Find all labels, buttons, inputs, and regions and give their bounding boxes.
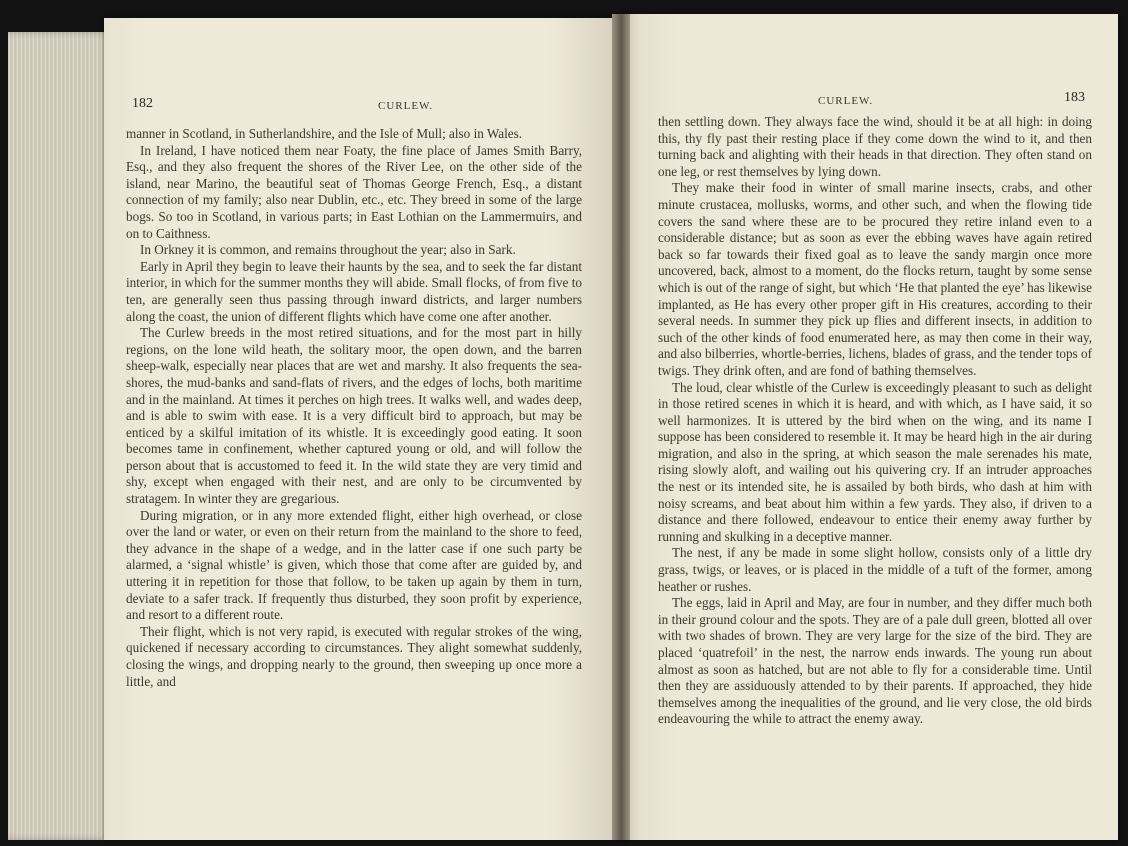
paragraph: In Ireland, I have noticed them near Foaty, the fine place of James Smith Barry, Esq., and they also frequent the shores of the River Lee, on the other side of the island, near Marino, the beautiful seat of Thomas George French, Esq., a distant connection of my family; also near Dublin, etc., etc. They breed in some of the large bogs. So too in Scotland, in various parts; in East Lothian on the Lammermuirs, and on to Caithness. [126,142,582,241]
right-running-head: CURLEW. [818,95,874,107]
paragraph: In Orkney it is common, and remains throughout the year; also in Sark. [140,242,516,258]
right-page-number: 183 [1064,90,1085,105]
paragraph: manner in Scotland, in Sutherlandshire, and the Isle of Mull; also in Wales. [126,126,523,141]
left-running-head: CURLEW. [378,100,434,112]
book-gutter [612,14,630,840]
paragraph: The Curlew breeds in the most retired situations, and for the most part in hilly regions, on the lone wild heath, the solitary moor, the open down, and the barren sheep-walk, especially near places that are wet and marshy. It also frequents the sea-shores, the mud-banks and sand-flats of rivers, and the edges of lochs, both maritime and in the mainland. At times it perches on high trees. It walks well, and wades deep, and is able to swim with ease. It is a very difficult bird to approach, but may be enticed by a skilful imitation of its whistle. It is exceedingly good eating. It soon becomes tame in confinement, whether captured young or old, and will follow the person about that is accustomed to feed it. In the wild state they are very timid and shy, except when engaged with their nest, and are only to be circumvented by stratagem. In winter they are gregarious. [126,325,582,507]
paragraph: then settling down. They always face the wind, should it be at all high: in doing this, thy fly past their resting place if they come down the wind to it, and then turning back and alighting with their heads in that direction. They often stand on one leg, or rest themselves by lying down. [658,114,1092,179]
paragraph: Early in April they begin to leave their haunts by the sea, and to seek the far distant interior, in which for the summer months they will abide. Small flocks, of from five to ten, are generally seen thus passing through inward districts, and larger numbers along the coast, the union of different flights which have come one after another. [126,258,582,324]
paragraph: The nest, if any be made in some slight hollow, consists only of a little dry grass, twigs, or leaves, or is placed in the middle of a tuft of the former, among heather or rushes. [658,545,1092,594]
paragraph: During migration, or in any more extended flight, either high overhead, or close over the land or water, or even on their return from the mainland to the shore to feed, they advance in the shape of a wedge, and in the latter case if one such party be alarmed, a ‘signal whistle’ is given, which those that come after are guided by, and uttering it in repetition for those that follow, to be taken up again by them in turn, deviate to a safer track. If frequently thus disturbed, they soon profit by experience, and resort to a different route. [126,507,582,623]
paragraph: The loud, clear whistle of the Curlew is exceedingly pleasant to such as delight in those retired scenes in which it is heard, and with which, as I have said, it so well harmonizes. It is uttered by the bird when on the wing, and its name I suppose has been considered to resemble it. It may be heard high in the air during migration, and also in the spring, at which season the male serenades his mate, rising slowly aloft, and wailing out his quivering cry. If an intruder approaches the nest or its intended site, he is assailed by both birds, who dash at him with noisy screams, and beat about him within a few yards. They also, if driven to a distance and there followed, endeavour to entice their enemy away further by running and skulking in a deceptive manner. [658,379,1092,544]
right-page-body [658,114,1092,728]
paragraph: The eggs, laid in April and May, are four in number, and they differ much both in their ground colour and the spots. They are of a pale dull green, blotted all over with two shades of brown. They are very large for the size of the bird. They are placed ‘quatrefoil’ in the nest, the narrow ends inwards. The young run about almost as soon as hatched, but are not able to fly for a considerable time. Until then they are assiduously attended to by their parents. If approached, they hide themselves among the inequalities of the ground, and lie very close, the old birds endeavouring the while to attract the enemy away. [658,595,1092,727]
left-page-body [126,126,582,690]
paragraph: Their flight, which is not very rapid, is executed with regular strokes of the wing, quickened if necessary according to circumstances. They alight somewhat suddenly, closing the wings, and dropping nearly to the ground, then sweeping up once more a little, and [126,623,582,689]
paragraph: They make their food in winter of small marine insects, crabs, and other minute crustacea, mollusks, worms, and other such, and when the flowing tide covers the sand where these are to be procured they retire inland even to a considerable distance; but as soon as ever the ebbing waves have again retired back so far towards their fixed goal as to leave the sandy margin once more uncovered, back, almost to a moment, do the flocks return, taught by some sense which is out of the range of sight, but which ‘He that planted the eye’ has likewise implanted, as He has every other proper gift in His creatures, according to their several needs. In summer they pick up flies and different insects, in addition to such of the other kinds of food enumerated here, as may then come in their way, and also bilberries, whortle-berries, lichens, blades of grass, and the tender tops of twigs. They drink often, and are fond of bathing themselves. [658,180,1092,378]
left-page-number: 182 [132,96,153,111]
